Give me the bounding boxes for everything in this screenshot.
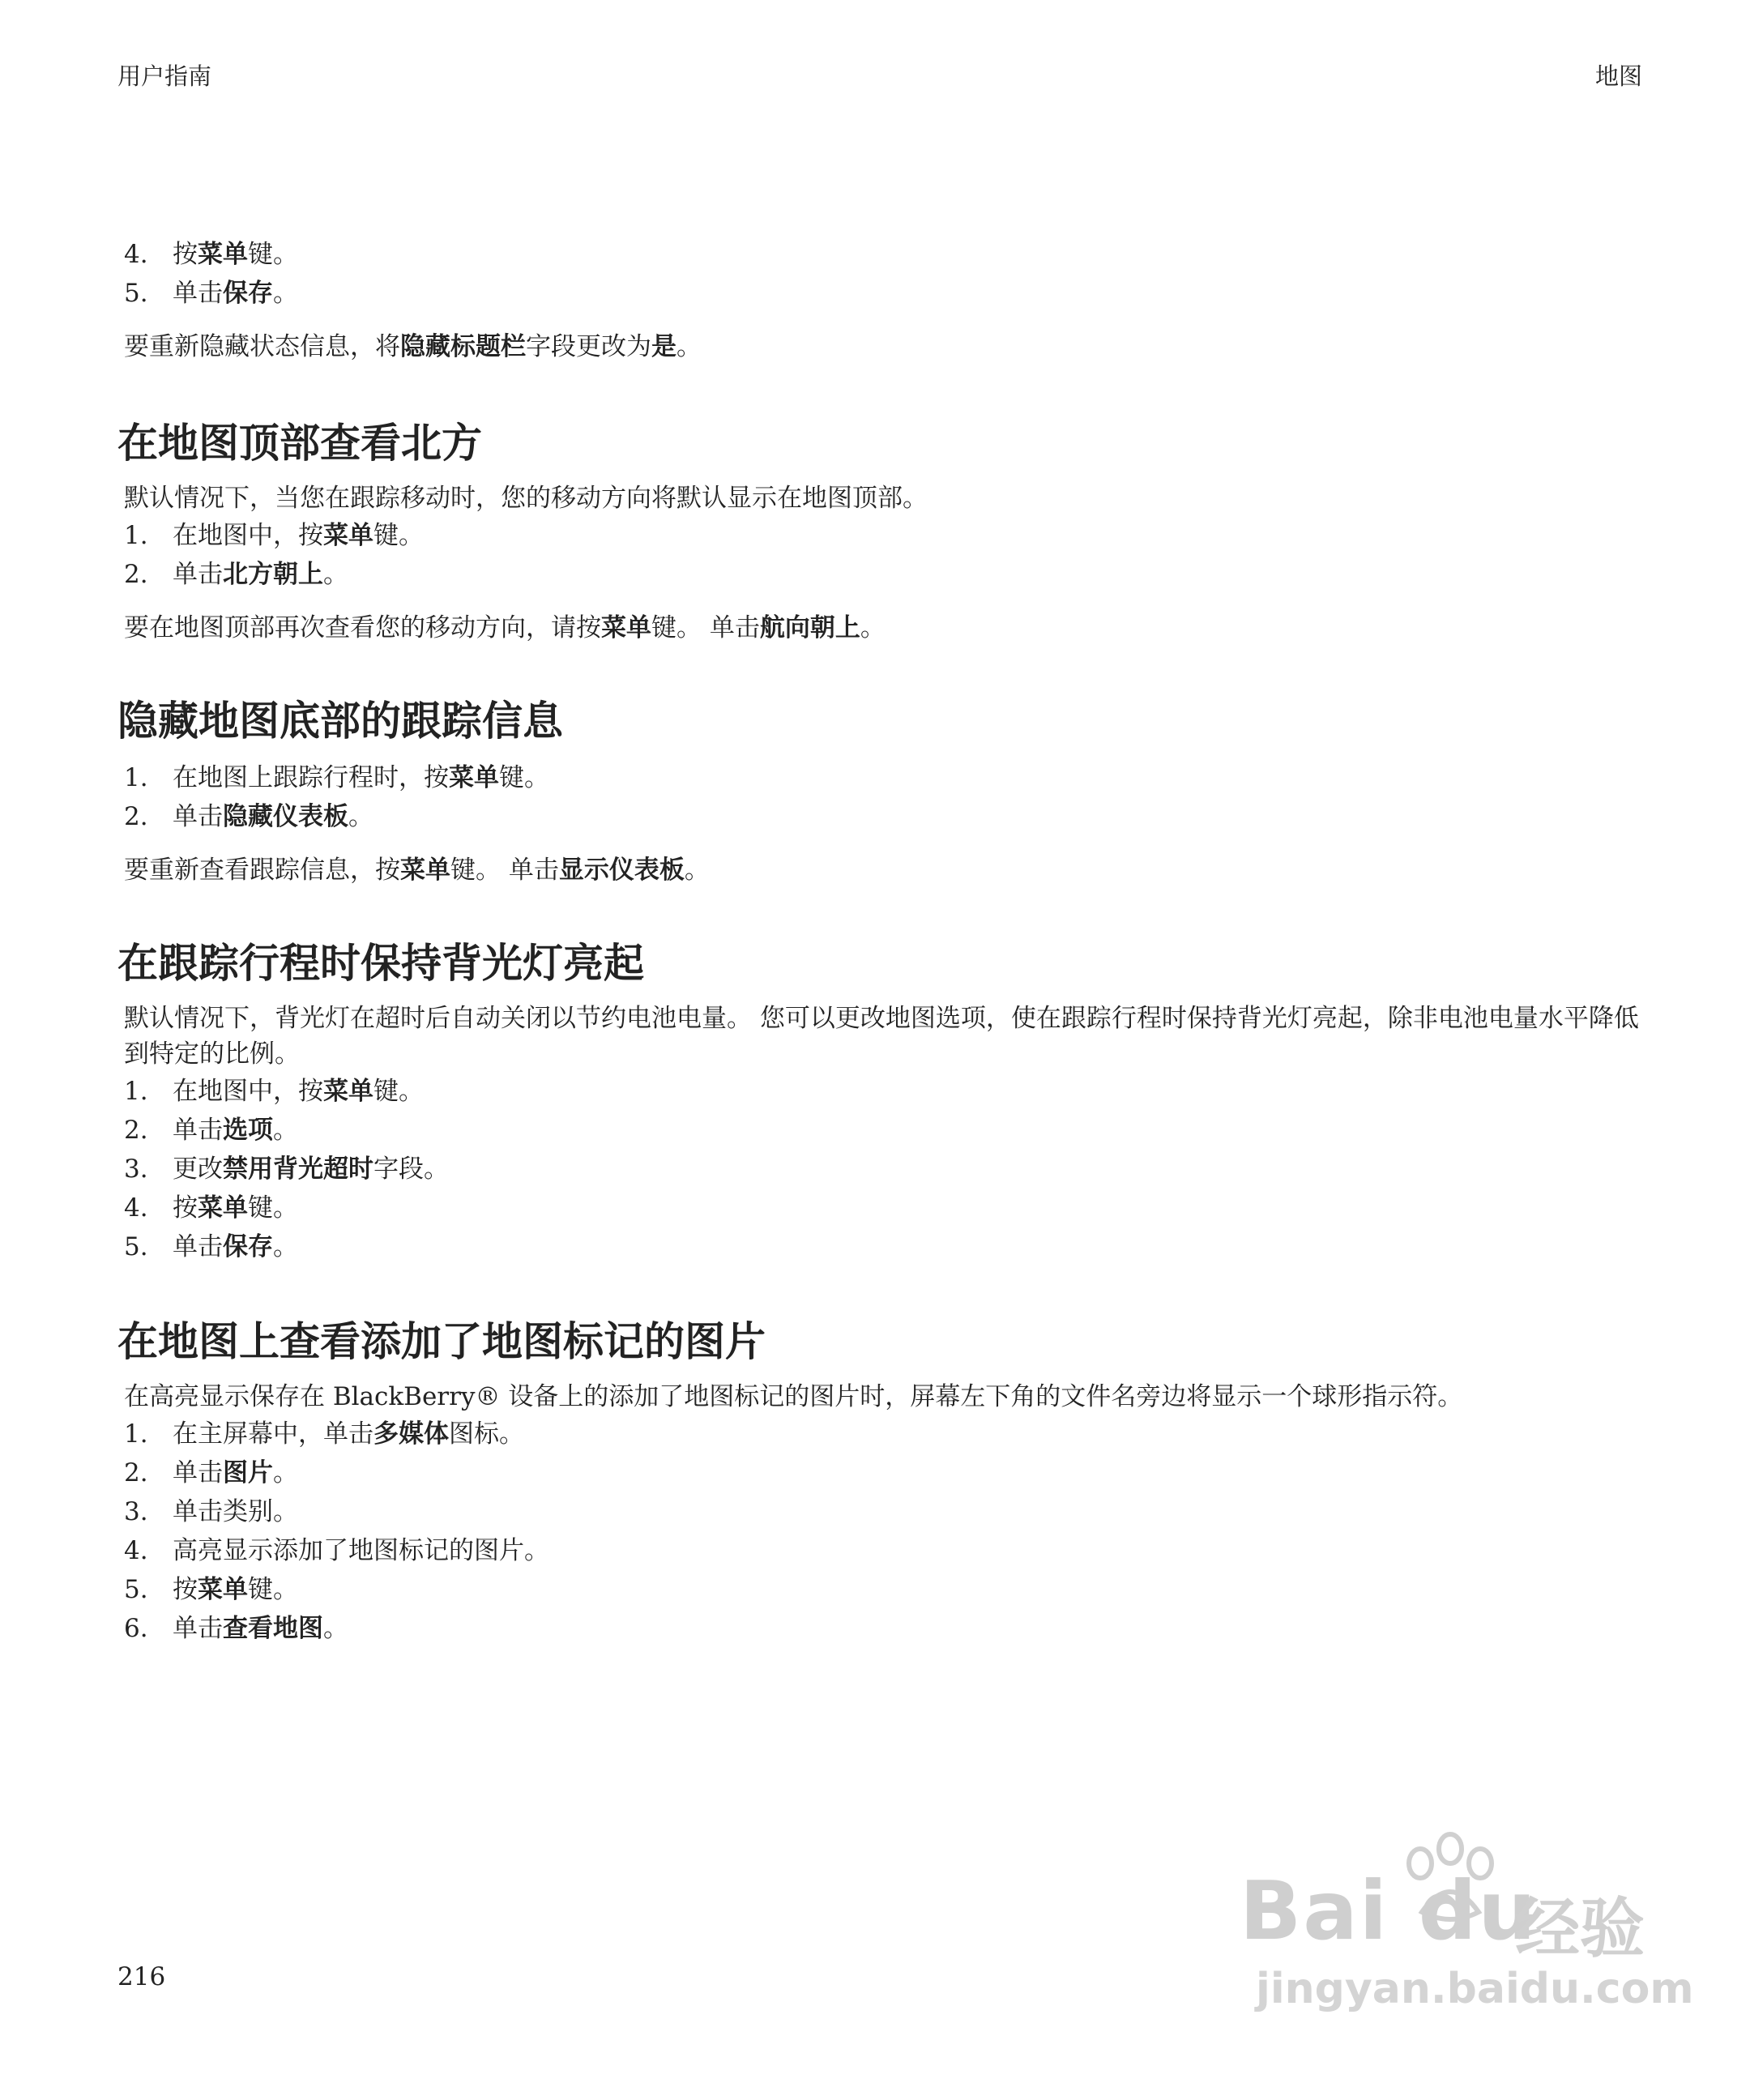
list-item: 6. 单击查看地图。 xyxy=(124,1614,348,1643)
list-item: 2. 单击选项。 xyxy=(124,1116,298,1145)
section-note: 要重新查看跟踪信息，按菜单键。 单击显示仪表板。 xyxy=(124,856,710,885)
intro-note: 要重新隐藏状态信息，将隐藏标题栏字段更改为是。 xyxy=(124,332,702,361)
list-item: 5. 单击保存。 xyxy=(124,1232,298,1261)
section-title: 在地图顶部查看北方 xyxy=(117,420,482,467)
list-item: 4. 按菜单键。 xyxy=(124,1193,298,1223)
list-item: 1. 在地图中，按菜单键。 xyxy=(124,1077,424,1106)
watermark-cn: 经验 xyxy=(1515,1891,1645,1966)
section-paragraph: 默认情况下，背光灯在超时后自动关闭以节约电池电量。 您可以更改地图选项，使在跟踪行程时保持背光灯亮起，除非电池电量水平降低到特定的比例。 xyxy=(124,1004,1639,1069)
watermark-url: jingyan.baidu.com xyxy=(1256,1965,1694,2013)
running-header-title: 用户指南 xyxy=(117,62,212,90)
steps-list xyxy=(117,1072,1649,1266)
steps-list xyxy=(117,758,1649,836)
steps-list xyxy=(117,1415,1649,1648)
list-item: 2. 单击隐藏仪表板。 xyxy=(124,802,373,831)
baidu-watermark xyxy=(1240,1831,1694,2025)
list-item: 4. 高亮显示添加了地图标记的图片。 xyxy=(124,1536,549,1565)
page-number: 216 xyxy=(117,1962,166,1991)
section-paragraph: 在高亮显示保存在 BlackBerry® 设备上的添加了地图标记的图片时，屏幕左下角的文件名旁边将显示一个球形指示符。 xyxy=(124,1382,1463,1411)
list-item: 5. 单击保存。 xyxy=(124,279,298,308)
watermark-logo: Bai du xyxy=(1240,1863,1538,1958)
intro-section xyxy=(117,235,1649,365)
list-item: 1. 在地图中，按菜单键。 xyxy=(124,521,424,550)
section-north-up xyxy=(117,421,1649,646)
section-title: 隐藏地图底部的跟踪信息 xyxy=(117,698,563,745)
list-item: 3. 单击类别。 xyxy=(124,1497,298,1526)
section-paragraph: 默认情况下，当您在跟踪移动时，您的移动方向将默认显示在地图顶部。 xyxy=(124,484,928,513)
section-title: 在跟踪行程时保持背光灯亮起 xyxy=(117,940,644,987)
running-header-chapter: 地图 xyxy=(1594,62,1642,90)
intro-steps xyxy=(117,235,1649,313)
section-hide-dashboard xyxy=(117,699,1649,888)
section-title: 在地图上查看添加了地图标记的图片 xyxy=(117,1318,766,1365)
list-item: 5. 按菜单键。 xyxy=(124,1575,298,1604)
list-item: 1. 在主屏幕中，单击多媒体图标。 xyxy=(124,1419,524,1449)
list-item: 4. 按菜单键。 xyxy=(124,240,298,269)
list-item: 1. 在地图上跟踪行程时，按菜单键。 xyxy=(124,763,549,792)
list-item: 2. 单击北方朝上。 xyxy=(124,560,348,589)
section-note: 要在地图顶部再次查看您的移动方向，请按菜单键。 单击航向朝上。 xyxy=(124,613,886,642)
page-content xyxy=(117,235,1649,1648)
section-map-pictures xyxy=(117,1320,1649,1648)
section-backlight xyxy=(117,941,1649,1266)
list-item: 2. 单击图片。 xyxy=(124,1458,298,1488)
steps-list xyxy=(117,516,1649,594)
list-item: 3. 更改禁用背光超时字段。 xyxy=(124,1155,449,1184)
